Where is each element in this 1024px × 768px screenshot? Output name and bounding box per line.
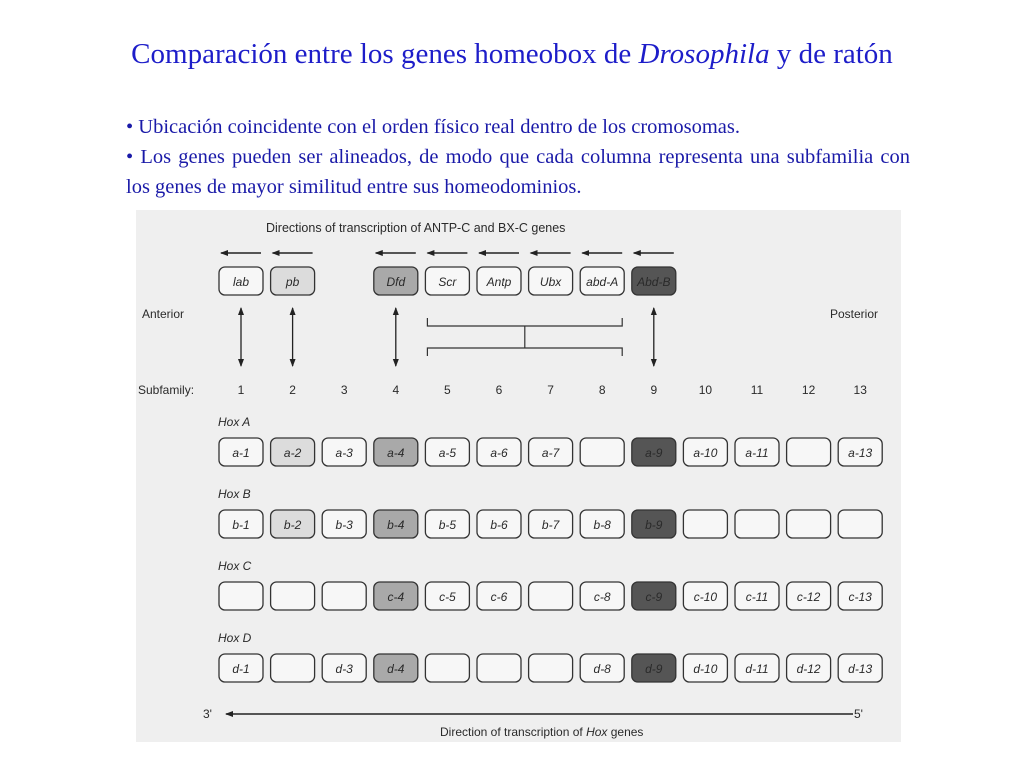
hox-gene-label: c-8 (593, 590, 611, 604)
bracket-upper (427, 318, 622, 326)
hox-gene-label: b-8 (593, 518, 611, 532)
subfamily-number: 3 (340, 383, 348, 397)
subfamily-number: 8 (598, 383, 606, 397)
hox-gene-box (322, 582, 366, 610)
subfamily-number: 6 (495, 383, 503, 397)
drosophila-gene-label: pb (285, 275, 300, 289)
subfamily-label: Subfamily: (138, 383, 195, 397)
hox-gene-label: c-12 (796, 590, 821, 604)
hox-gene-label: a-3 (335, 446, 353, 460)
bottom-caption-suffix: genes (607, 725, 644, 739)
hox-gene-label: d-10 (693, 662, 718, 676)
bullet-list (126, 112, 910, 202)
anterior-label: Anterior (142, 307, 185, 321)
hox-gene-box (529, 582, 573, 610)
hox-gene-label: c-4 (387, 590, 405, 604)
three-prime-label: 3' (203, 707, 212, 721)
hox-comparison-figure (136, 210, 901, 742)
hox-gene-label: a-10 (693, 446, 718, 460)
hox-gene-label: c-6 (490, 590, 508, 604)
drosophila-gene-label: Scr (438, 275, 457, 289)
subfamily-number: 2 (289, 383, 296, 397)
hox-gene-box (735, 510, 779, 538)
hox-gene-label: d-13 (848, 662, 873, 676)
hox-gene-label: b-3 (335, 518, 353, 532)
hox-cluster-label: Hox C (218, 559, 252, 573)
drosophila-gene-label: abd-A (586, 275, 619, 289)
hox-gene-label: a-11 (745, 446, 769, 460)
hox-gene-label: a-1 (232, 446, 250, 460)
subfamily-number: 1 (237, 383, 245, 397)
subfamily-number: 10 (698, 383, 713, 397)
hox-gene-label: a-6 (490, 446, 508, 460)
hox-gene-label: b-6 (490, 518, 508, 532)
hox-gene-box (425, 654, 469, 682)
diagram-elements (218, 253, 882, 682)
hox-gene-box (219, 582, 263, 610)
subfamily-number: 9 (650, 383, 658, 397)
hox-gene-label: b-7 (541, 518, 560, 532)
top-caption: Directions of transcription of ANTP-C and BX-C genes (266, 221, 566, 235)
hox-gene-label: c-5 (439, 590, 456, 604)
bullet-2: • Los genes pueden ser alineados, de modo que cada columna representa una subfamilia con los genes de mayor similitud entre sus homeodominios. (126, 146, 910, 198)
hox-gene-label: a-7 (541, 446, 560, 460)
hox-gene-label: a-13 (848, 446, 873, 460)
drosophila-gene-label: Ubx (539, 275, 562, 289)
title-suffix: y de ratón (769, 38, 893, 70)
hox-gene-label: a-9 (645, 446, 663, 460)
hox-gene-label: b-5 (438, 518, 457, 532)
subfamily-number: 7 (547, 383, 554, 397)
hox-gene-label: d-3 (335, 662, 353, 676)
drosophila-gene-label: lab (232, 275, 250, 289)
hox-gene-label: b-9 (645, 518, 663, 532)
hox-gene-box (787, 438, 831, 466)
hox-cluster-label: Hox A (218, 415, 251, 429)
hox-gene-label: d-9 (645, 662, 663, 676)
hox-gene-label: d-8 (593, 662, 611, 676)
bullet-1: • Ubicación coincidente con el orden físico real dentro de los cromosomas. (126, 116, 740, 138)
hox-gene-label: c-10 (693, 590, 718, 604)
hox-gene-label: c-13 (848, 590, 872, 604)
bracket-lower (427, 348, 622, 356)
hox-gene-box (271, 582, 315, 610)
hox-gene-box (529, 654, 573, 682)
hox-gene-box (838, 510, 882, 538)
drosophila-gene-label: Antp (486, 275, 512, 289)
hox-gene-box (580, 438, 624, 466)
subfamily-number: 5 (444, 383, 451, 397)
hox-gene-label: a-2 (283, 446, 302, 460)
hox-gene-label: d-12 (796, 662, 821, 676)
bottom-caption (440, 725, 643, 739)
bottom-caption-italic: Hox (586, 725, 608, 739)
hox-gene-label: a-5 (438, 446, 457, 460)
five-prime-label: 5' (854, 707, 863, 721)
subfamily-number: 13 (853, 383, 867, 397)
hox-gene-label: d-4 (387, 662, 405, 676)
subfamily-number: 12 (801, 383, 816, 397)
hox-gene-label: c-11 (745, 590, 769, 604)
hox-gene-label: a-4 (387, 446, 405, 460)
posterior-label: Posterior (830, 307, 879, 321)
hox-gene-box (477, 654, 521, 682)
slide-title (0, 38, 1024, 71)
hox-gene-label: c-9 (645, 590, 663, 604)
drosophila-gene-label: Abd-B (637, 275, 671, 289)
hox-gene-box (683, 510, 727, 538)
title-italic: Drosophila (638, 38, 770, 70)
title-prefix: Comparación entre los genes homeobox de (131, 38, 639, 70)
hox-diagram-svg (136, 210, 901, 742)
hox-gene-box (787, 510, 831, 538)
hox-gene-label: b-2 (283, 518, 302, 532)
hox-gene-label: b-4 (387, 518, 405, 532)
hox-cluster-label: Hox B (218, 487, 251, 501)
hox-gene-label: d-1 (232, 662, 250, 676)
subfamily-number: 11 (750, 383, 764, 397)
drosophila-gene-label: Dfd (386, 275, 406, 289)
hox-gene-box (271, 654, 315, 682)
hox-gene-label: d-11 (745, 662, 769, 676)
bottom-caption-prefix: Direction of transcription of (440, 725, 587, 739)
subfamily-number: 4 (392, 383, 400, 397)
hox-cluster-label: Hox D (218, 631, 252, 645)
hox-gene-label: b-1 (232, 518, 250, 532)
